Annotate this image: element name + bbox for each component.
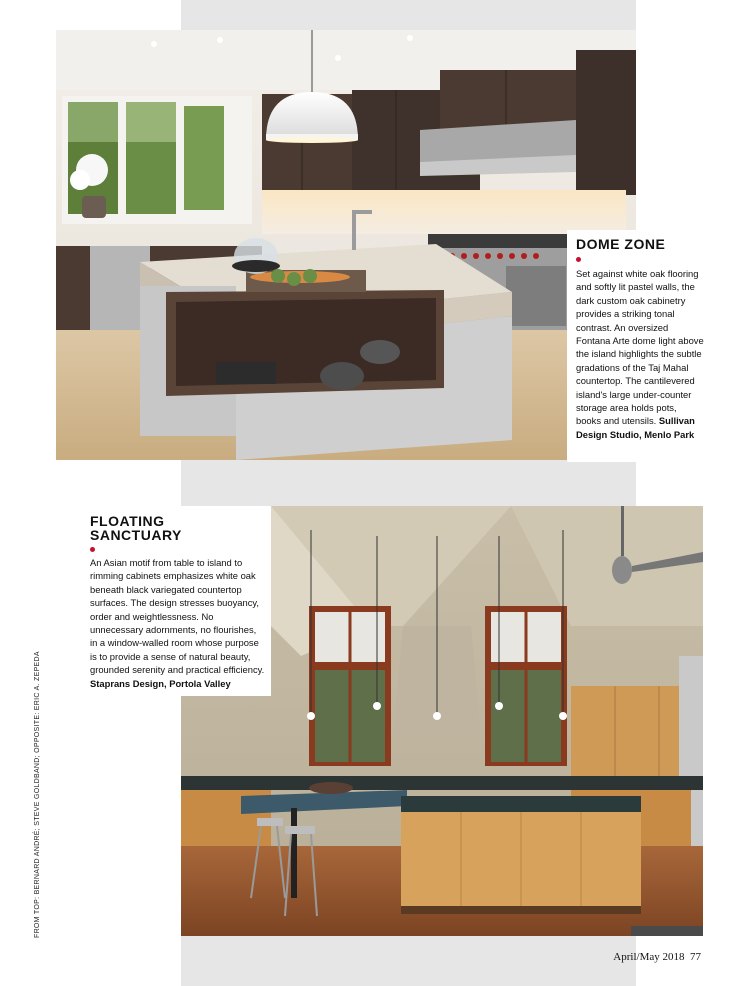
floating-sanctuary-title-line1: FLOATING xyxy=(90,513,165,529)
dome-zone-kitchen-photo xyxy=(56,30,636,460)
floating-sanctuary-caption xyxy=(80,506,271,696)
page-folio xyxy=(613,951,701,963)
top-gray-band xyxy=(181,0,636,30)
dome-zone-title: DOME ZONE xyxy=(576,236,666,252)
dome-zone-credit: Sullivan Design Studio, Menlo Park xyxy=(576,415,695,440)
issue-date: April/May 2018 xyxy=(613,951,685,963)
dome-zone-caption xyxy=(567,230,708,462)
floating-sanctuary-credit: Staprans Design, Portola Valley xyxy=(90,677,231,689)
bottom-gray-band xyxy=(181,936,636,986)
floating-sanctuary-body-text: An Asian motif from table to island to rimming cabinets emphasizes white oak beneath black variegated countertop surfaces. The design stresses buoyancy, order and weightlessness. No unnecessary adornments, no flourishes, in a window-walled room whose purpose is to provide a sense of natural beauty, grounded serenity and practical efficiency. xyxy=(90,557,265,676)
red-bullet xyxy=(90,547,95,552)
floating-sanctuary-body xyxy=(90,556,266,690)
page-number: 77 xyxy=(690,951,701,963)
red-bullet xyxy=(576,257,581,262)
dome-zone-body xyxy=(576,267,704,441)
floating-sanctuary-title xyxy=(90,514,266,542)
middle-gray-band xyxy=(181,460,636,506)
dome-zone-body-text: Set against white oak flooring and softly lit pastel walls, the dark custom oak cabinetry provides a striking tonal contrast. An oversized Fontana Arte dome light above the island highlights the subtle gradations of the Taj Mahal countertop. The cantilevered island's large under-counter storage area holds pots, books and utensils. xyxy=(576,268,704,427)
floating-sanctuary-title-line2: SANCTUARY xyxy=(90,527,182,543)
photo-credit: FROM TOP: BERNARD ANDRÉ; STEVE GOLDBAND; OPPOSITE: ERIC A. ZEPEDA xyxy=(34,651,41,938)
